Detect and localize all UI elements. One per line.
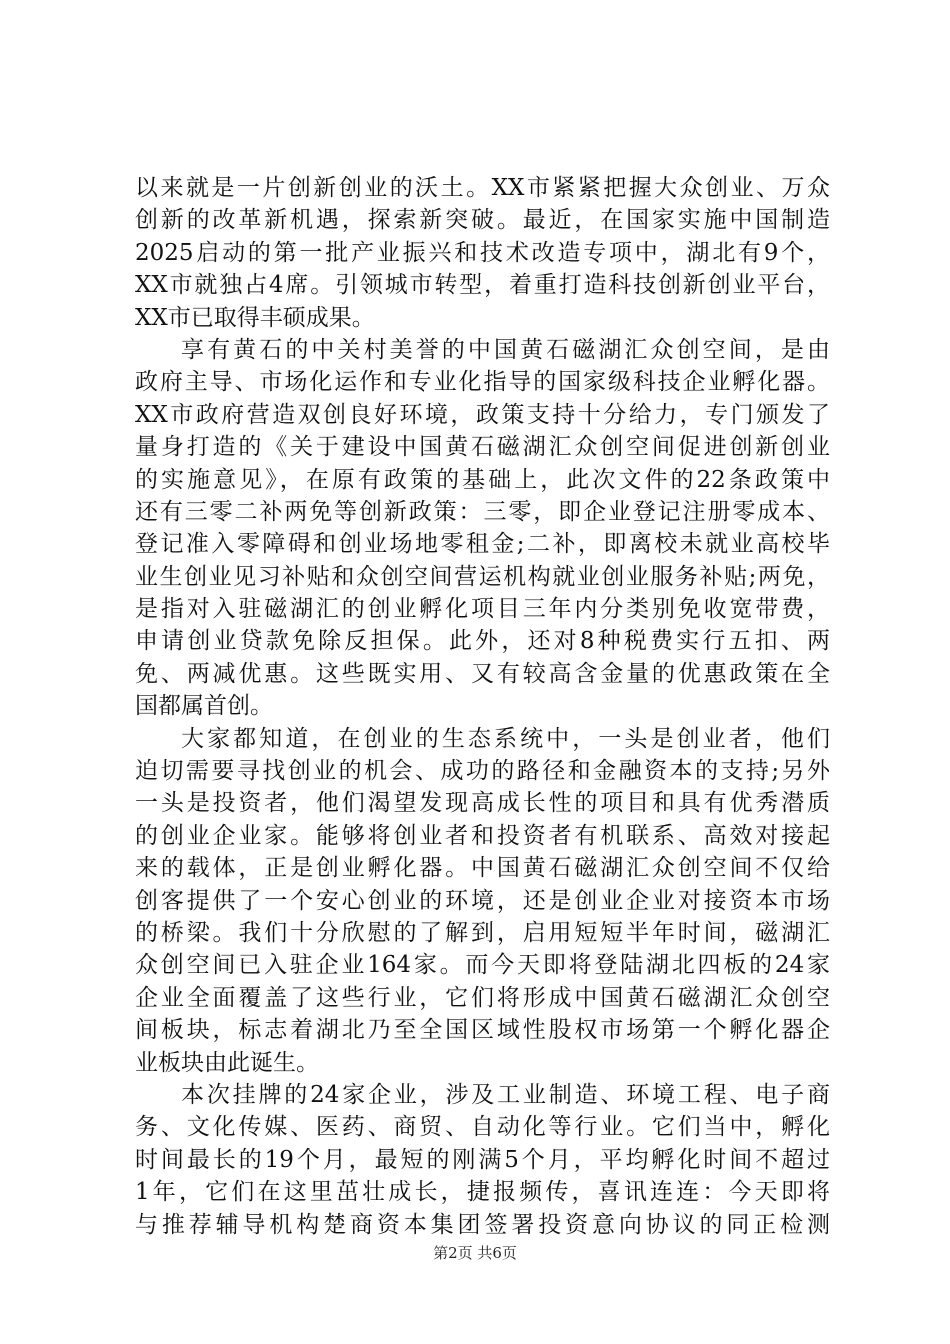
text-line: 登记准入零障碍和创业场地零租金;二补，即离校未就业高校毕 [135, 531, 830, 558]
text-line: 迫切需要寻找创业的机会、成功的路径和金融资本的支持;另外 [135, 758, 830, 785]
text-line: 1年，它们在这里茁壮成长，捷报频传，喜讯连连：今天即将 [135, 1179, 830, 1206]
text-line: 国都属首创。 [135, 693, 273, 720]
text-line: 时间最长的19个月，最短的刚满5个月，平均孵化时间不超过 [135, 1146, 830, 1173]
text-line: 务、文化传媒、医药、商贸、自动化等行业。它们当中，孵化 [135, 1114, 830, 1141]
text-line: 来的载体，正是创业孵化器。中国黄石磁湖汇众创空间不仅给 [135, 855, 830, 882]
text-line: XX市就独占4席。引领城市转型，着重打造科技创新创业平台， [135, 272, 830, 299]
text-line: XX市已取得丰硕成果。 [135, 304, 375, 331]
text-line: 创新的改革新机遇，探索新突破。最近，在国家实施中国制造 [135, 207, 830, 234]
text-line: 的桥梁。我们十分欣慰的了解到，启用短短半年时间，磁湖汇 [135, 919, 830, 946]
page-footer: 第2页 共6页 [433, 1244, 517, 1262]
text-line: 政府主导、市场化运作和专业化指导的国家级科技企业孵化器。 [135, 369, 830, 396]
text-line: 与推荐辅导机构楚商资本集团签署投资意向协议的同正检测 [135, 1211, 830, 1238]
text-line: 间板块，标志着湖北乃至全国区域性股权市场第一个孵化器企 [135, 1017, 830, 1044]
text-line: 本次挂牌的24家企业，涉及工业制造、环境工程、电子商 [181, 1081, 830, 1108]
text-line: XX市政府营造双创良好环境，政策支持十分给力，专门颁发了 [135, 401, 830, 428]
text-line: 业生创业见习补贴和众创空间营运机构就业创业服务补贴;两免， [135, 563, 830, 590]
text-line: 众创空间已入驻企业164家。而今天即将登陆湖北四板的24家 [135, 952, 830, 979]
text-line: 是指对入驻磁湖汇的创业孵化项目三年内分类别免收宽带费， [135, 596, 830, 623]
text-line: 大家都知道，在创业的生态系统中，一头是创业者，他们 [181, 725, 830, 752]
text-line: 2025启动的第一批产业振兴和技术改造专项中，湖北有9个， [135, 239, 830, 266]
text-line: 一头是投资者，他们渴望发现高成长性的项目和具有优秀潜质 [135, 790, 830, 817]
text-line: 免、两减优惠。这些既实用、又有较高含金量的优惠政策在全 [135, 660, 830, 687]
text-line: 业板块由此诞生。 [135, 1049, 319, 1076]
text-line: 的创业企业家。能够将创业者和投资者有机联系、高效对接起 [135, 822, 830, 849]
text-line: 还有三零二补两免等创新政策：三零，即企业登记注册零成本、 [135, 498, 830, 525]
text-line: 申请创业贷款免除反担保。此外，还对8种税费实行五扣、两 [135, 628, 830, 655]
body-text [135, 172, 830, 1241]
text-line: 的实施意见》，在原有政策的基础上，此次文件的22条政策中 [135, 466, 830, 493]
text-line: 享有黄石的中关村美誉的中国黄石磁湖汇众创空间，是由 [181, 336, 830, 363]
text-line: 以来就是一片创新创业的沃土。XX市紧紧把握大众创业、万众 [135, 175, 830, 201]
text-line: 创客提供了一个安心创业的环境，还是创业企业对接资本市场 [135, 887, 830, 914]
text-line: 企业全面覆盖了这些行业，它们将形成中国黄石磁湖汇众创空 [135, 984, 830, 1011]
text-line: 量身打造的《关于建设中国黄石磁湖汇众创空间促进创新创业 [135, 434, 830, 461]
